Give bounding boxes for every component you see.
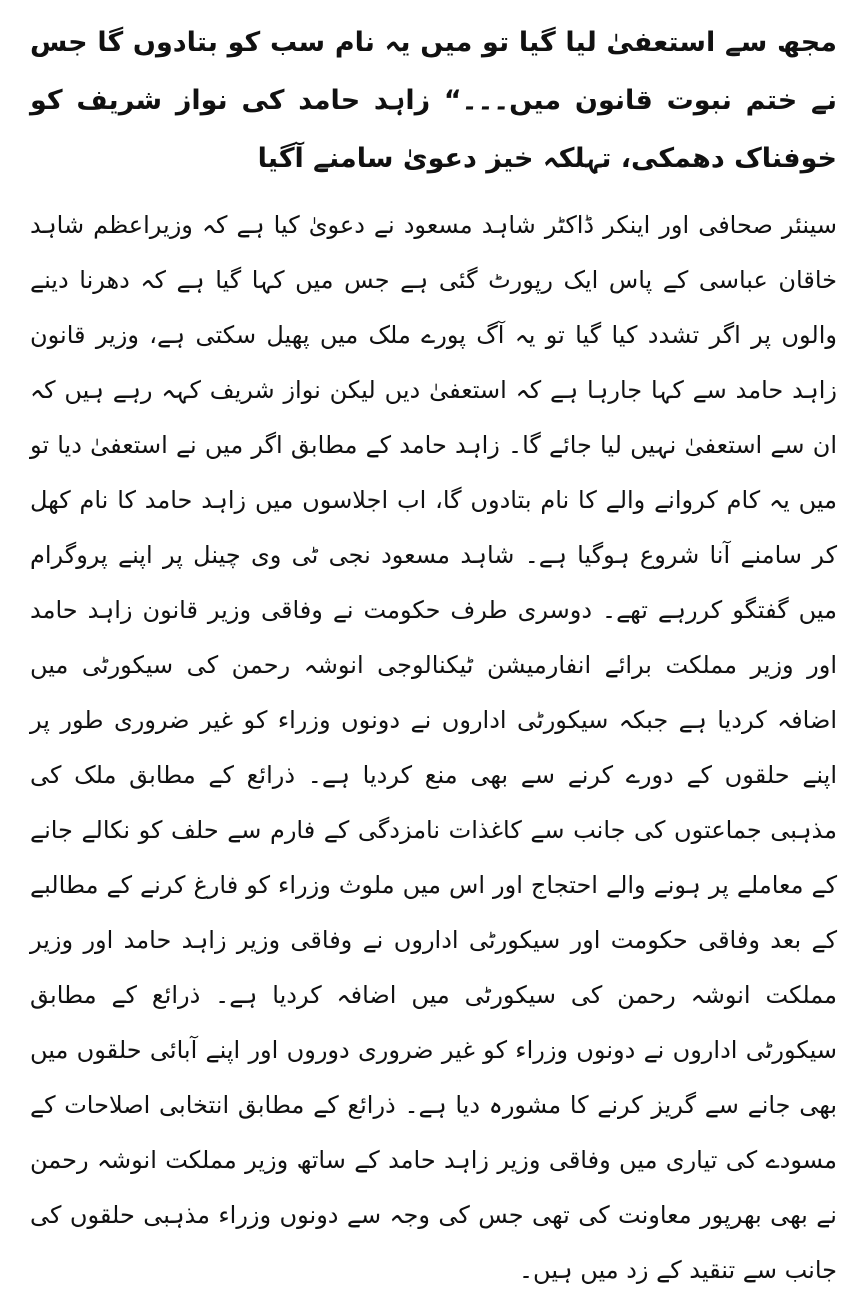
article-body: سینئر صحافی اور اینکر ڈاکٹر شاہد مسعود نے دعویٰ کیا ہے کہ وزیراعظم شاہد خاقان عباسی کے پاس ایک رپورٹ گئی ہے جس میں کہا گیا ہے کہ دھرنا دینے والوں پر اگر تشدد کیا گیا تو یہ آگ پورے ملک میں پھیل سکتی ہے، وزیر قانون زاہد حامد سے کہا جارہا ہے کہ استعفیٰ دیں لیکن نواز شریف کہہ رہے ہیں کہ ان سے استعفیٰ نہیں لیا جائے گا۔ زاہد حامد کے مطابق اگر میں نے استعفیٰ دیا تو میں یہ کام کروانے والے کا نام بتادوں گا، اب اجلاسوں میں زاہد حامد کا نام کھل کر سامنے آنا شروع ہوگیا ہے۔ شاہد مسعود نجی ٹی وی چینل پر اپنے پروگرام میں گفتگو کررہے تھے۔ دوسری طرف حکومت نے وفاقی وزیر قانون زاہد حامد اور وزیر مملکت برائے انفارمیشن ٹیکنالوجی انوشہ رحمن کی سیکورٹی میں اضافہ کردیا ہے جبکہ سیکورٹی اداروں نے دونوں وزراء کو غیر ضروری طور پر اپنے حلقوں کے دورے کرنے سے بھی منع کردیا ہے۔ ذرائع کے مطابق ملک کی مذہبی جماعتوں کی جانب سے کاغذات نامزدگی کے فارم سے حلف کو نکالے جانے کے معاملے پر ہونے والے احتجاج اور اس میں ملوث وزراء کو فارغ کرنے کے مطالبے کے بعد وفاقی حکومت اور سیکورٹی اداروں نے وفاقی وزیر زاہد حامد اور وزیر مملکت انوشہ رحمن کی سیکورٹی میں اضافہ کردیا ہے۔ ذرائع کے مطابق سیکورٹی اداروں نے دونوں وزراء کو غیر ضروری دوروں اور اپنے آبائی حلقوں میں بھی جانے سے گریز کرنے کا مشورہ دیا ہے۔ ذرائع کے مطابق انتخابی اصلاحات کے مسودے کی تیاری میں وفاقی وزیر زاہد حامد کے ساتھ وزیر مملکت انوشہ رحمن نے بھی بھرپور معاونت کی تھی جس کی وجہ سے دونوں وزراء مذہبی حلقوں کی جانب سے تنقید کے زد میں ہیں۔ (30, 211, 837, 1284)
article-headline: مجھ سے استعفیٰ لیا گیا تو میں یہ نام سب کو بتادوں گا جس نے ختم نبوت قانون میں۔۔۔“ زاہد حامد کی نواز شریف کو خوفناک دھمکی، تہلکہ خیز دعویٰ سامنے آگیا (30, 27, 837, 174)
